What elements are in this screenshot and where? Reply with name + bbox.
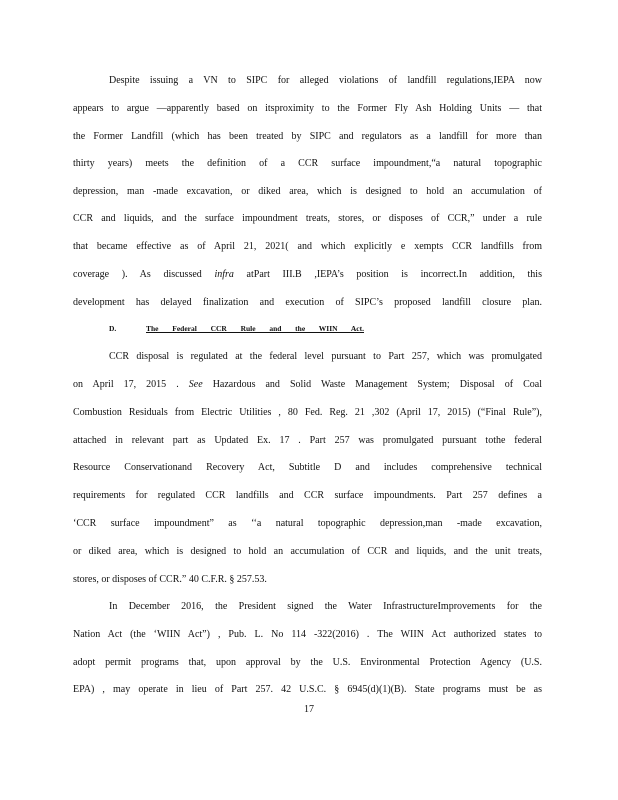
text-line	[73, 268, 542, 281]
text-line: CCR disposal is regulated at the federal level pursuant to Part 257, which was promulgated	[109, 351, 542, 362]
text-run: on April 17, 2015 .	[73, 379, 189, 390]
text-line: ‘CCR surface impoundment” as ‘‘a natural topographic depression,man -made excavation,	[73, 518, 542, 529]
italic-citation-signal: infra	[214, 269, 234, 280]
page-number: 17	[304, 704, 314, 715]
text-line: stores, or disposes of CCR.” 40 C.F.R. § 257.53.	[73, 574, 267, 585]
text-line: In December 2016, the President signed the Water InfrastructureImprovements for the	[109, 601, 542, 612]
text-line: EPA) , may operate in lieu of Part 257. 42 U.S.C. § 6945(d)(1)(B). State programs must be as	[73, 684, 542, 695]
text-line: adopt permit programs that, upon approval by the U.S. Environmental Protection Agency (U.S.	[73, 657, 542, 668]
text-line: the Former Landfill (which has been treated by SIPC and regulators as a landfill for more than	[73, 131, 542, 142]
text-line: depression, man -made excavation, or diked area, which is designed to hold an accumulation of	[73, 186, 542, 197]
text-line: requirements for regulated CCR landfills and CCR surface impoundments. Part 257 defines a	[73, 490, 542, 501]
text-line: Resource Conservationand Recovery Act, Subtitle D and includes comprehensive technical	[73, 462, 542, 473]
text-line: thirty years) meets the definition of a CCR surface impoundment,“a natural topographic	[73, 158, 542, 169]
text-line	[73, 378, 542, 391]
text-line: or diked area, which is designed to hold an accumulation of CCR and liquids, and the unit treats,	[73, 546, 542, 557]
text-run: coverage ). As discussed	[73, 269, 215, 280]
text-line: Despite issuing a VN to SIPC for alleged violations of landfill regulations,IEPA now	[109, 75, 542, 86]
text-line: attached in relevant part as Updated Ex. 17 . Part 257 was promulgated pursuant tothe federal	[73, 435, 542, 446]
section-title: The Federal CCR Rule and the WIIN Act.	[146, 324, 364, 333]
section-number: D.	[109, 324, 117, 333]
italic-citation-signal: See	[188, 379, 203, 390]
section-heading	[109, 323, 364, 335]
text-line: development has delayed finalization and execution of SIPC’s proposed landfill closure plan.	[73, 297, 542, 308]
text-line: Combustion Residuals from Electric Utilities , 80 Fed. Reg. 21 ,302 (April 17, 2015) (“Final Rule”),	[73, 407, 542, 418]
text-run: Hazardous and Solid Waste Management System; Disposal of Coal	[202, 379, 542, 390]
text-line: appears to argue —apparently based on itsproximity to the Former Fly Ash Holding Units — that	[73, 103, 542, 114]
text-line: Nation Act (the ‘WIIN Act”) , Pub. L. No 114 -322(2016) . The WIIN Act authorized states to	[73, 629, 542, 640]
text-line: CCR and liquids, and the surface impoundment treats, stores, or disposes of CCR,” under a rule	[73, 213, 542, 224]
text-line: that became effective as of April 21, 2021( and which explicitly e xempts CCR landfills from	[73, 241, 542, 252]
text-run: atPart III.B ,IEPA’s position is incorrect.In addition, this	[233, 269, 542, 280]
